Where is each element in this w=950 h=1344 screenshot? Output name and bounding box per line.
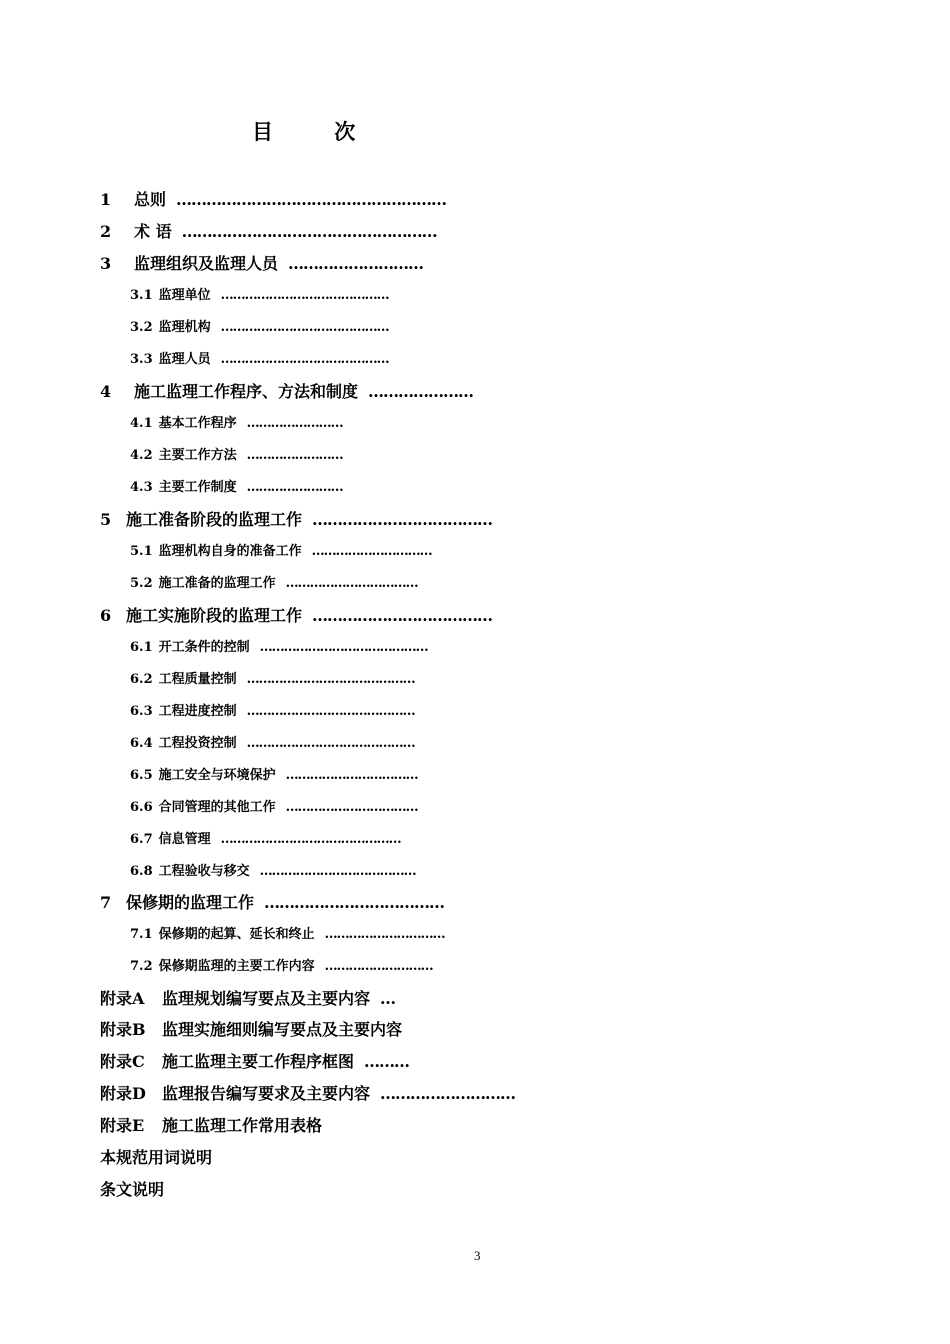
toc-item <box>130 540 432 559</box>
toc-item-number: 附录B <box>100 1020 146 1039</box>
toc-item-number: 6.4 <box>130 736 153 751</box>
toc-item-label: 信息管理 <box>158 832 211 847</box>
toc-item-label: 条文说明 <box>100 1180 165 1199</box>
toc-item-label: 施工监理主要工作程序框图 <box>162 1052 355 1071</box>
toc-item-label: 本规范用词说明 <box>100 1148 213 1167</box>
toc-item <box>130 764 418 783</box>
toc-item <box>100 1177 164 1200</box>
toc-item-number: 3.2 <box>130 320 153 335</box>
toc-item <box>100 1017 402 1040</box>
toc-item-leader-dots: …………………………… <box>285 768 418 783</box>
toc-item <box>130 923 445 942</box>
toc-item-leader-dots: …………………………………… <box>246 736 415 751</box>
toc-item-label: 术 语 <box>134 222 172 241</box>
toc-item <box>100 1049 409 1072</box>
toc-item <box>100 219 437 242</box>
toc-item <box>100 603 492 626</box>
toc-item-number: 1 <box>100 190 112 209</box>
toc-item <box>100 507 492 530</box>
toc-item-leader-dots: ………………………… <box>324 927 445 942</box>
toc-item-label: 监理规划编写要点及主要内容 <box>162 989 371 1008</box>
toc-item <box>100 1145 212 1168</box>
toc-item <box>100 187 446 210</box>
toc-item-label: 施工安全与环境保护 <box>158 768 276 783</box>
toc-item-label: 合同管理的其他工作 <box>158 800 276 815</box>
toc-item-label: 施工准备阶段的监理工作 <box>126 510 303 529</box>
toc-item <box>130 700 415 719</box>
toc-item-leader-dots: …………………………… <box>285 800 418 815</box>
toc-item-leader-dots: ………………… <box>368 382 474 401</box>
page-number: 3 <box>474 1248 481 1263</box>
toc-item <box>130 412 343 431</box>
toc-item-leader-dots: ………………………… <box>311 544 432 559</box>
toc-item-label: 施工监理工作常用表格 <box>162 1116 323 1135</box>
toc-item <box>100 379 473 402</box>
toc-item <box>130 444 343 463</box>
toc-item-leader-dots: ……………………… <box>324 959 433 974</box>
toc-item-label: 监理机构自身的准备工作 <box>158 544 302 559</box>
toc-item-number: 6.7 <box>130 832 153 847</box>
toc-item-label: 施工准备的监理工作 <box>158 576 276 591</box>
toc-item-leader-dots: … <box>380 989 396 1008</box>
toc-item-label: 工程投资控制 <box>158 736 237 751</box>
toc-item-label: 开工条件的控制 <box>158 640 250 655</box>
toc-item-label: 主要工作制度 <box>158 480 237 495</box>
toc-item-number: 4.1 <box>130 416 153 431</box>
toc-item <box>100 251 423 274</box>
toc-item-label: 总则 <box>134 190 167 209</box>
toc-item-leader-dots: ……… <box>364 1052 410 1071</box>
toc-item-label: 保修期监理的主要工作内容 <box>158 959 315 974</box>
toc-item-leader-dots: ……………………………………………… <box>176 190 447 209</box>
toc-item-leader-dots: …………………… <box>246 416 343 431</box>
toc-item <box>130 668 415 687</box>
toc-item <box>130 860 416 879</box>
toc-item-label: 监理报告编写要求及主要内容 <box>162 1084 371 1103</box>
toc-item-number: 5.2 <box>130 576 153 591</box>
toc-item-number: 6.8 <box>130 864 153 879</box>
toc-item-label: 监理机构 <box>158 320 211 335</box>
toc-item-leader-dots: …………………… <box>246 480 343 495</box>
toc-item-number: 附录E <box>100 1116 145 1135</box>
toc-item-label: 监理实施细则编写要点及主要内容 <box>162 1020 403 1039</box>
toc-item-label: 施工实施阶段的监理工作 <box>126 606 303 625</box>
toc-item-label: 工程验收与移交 <box>158 864 250 879</box>
toc-item-number: 3 <box>100 254 112 273</box>
toc-item-leader-dots: ……………………………………… <box>220 832 401 847</box>
toc-item-leader-dots: ……………………………… <box>312 606 493 625</box>
toc-item-number: 附录A <box>100 989 145 1008</box>
toc-item-label: 基本工作程序 <box>158 416 237 431</box>
toc-item-label: 主要工作方法 <box>158 448 237 463</box>
toc-item <box>130 732 415 751</box>
toc-item <box>100 986 395 1009</box>
toc-title: 目 次 <box>252 119 383 144</box>
toc-item-number: 6.5 <box>130 768 153 783</box>
toc-item-label: 工程进度控制 <box>158 704 237 719</box>
toc-item-number: 4 <box>100 382 112 401</box>
toc-item <box>130 316 389 335</box>
toc-item <box>100 890 444 913</box>
toc-item-leader-dots: …………………………………… <box>246 672 415 687</box>
toc-item-leader-dots: …………………………………… <box>220 352 389 367</box>
toc-item-leader-dots: …………………………………………… <box>181 222 437 241</box>
toc-item <box>130 955 433 974</box>
toc-item-number: 5 <box>100 510 112 529</box>
toc-item-number: 7.2 <box>130 959 153 974</box>
toc-item <box>130 636 428 655</box>
toc-item-leader-dots: …………………………… <box>285 576 418 591</box>
toc-item-leader-dots: …………………… <box>246 448 343 463</box>
toc-item-number: 6.6 <box>130 800 153 815</box>
toc-item-leader-dots: ……………………………… <box>264 893 445 912</box>
toc-item-label: 监理人员 <box>158 352 211 367</box>
toc-item-number: 6.2 <box>130 672 153 687</box>
toc-item <box>100 1113 322 1136</box>
toc-item-number: 6.1 <box>130 640 153 655</box>
toc-item-number: 4.3 <box>130 480 153 495</box>
toc-item-label: 工程质量控制 <box>158 672 237 687</box>
toc-item <box>130 348 389 367</box>
toc-item-label: 保修期的起算、延长和终止 <box>158 927 315 942</box>
toc-item-number: 2 <box>100 222 112 241</box>
toc-item-number: 6 <box>100 606 112 625</box>
toc-item-number: 6.3 <box>130 704 153 719</box>
toc-item-leader-dots: …………………………………… <box>220 288 389 303</box>
toc-item <box>130 476 343 495</box>
toc-item-leader-dots: …………………………………… <box>246 704 415 719</box>
toc-item-leader-dots: ……………………… <box>380 1084 516 1103</box>
toc-item-leader-dots: ……………………… <box>288 254 424 273</box>
toc-item-number: 4.2 <box>130 448 153 463</box>
toc-item-leader-dots: …………………………………… <box>220 320 389 335</box>
toc-item <box>130 572 418 591</box>
toc-item-number: 5.1 <box>130 544 153 559</box>
toc-item-number: 附录C <box>100 1052 145 1071</box>
toc-item <box>130 284 389 303</box>
toc-item-number: 7.1 <box>130 927 153 942</box>
toc-item-label: 施工监理工作程序、方法和制度 <box>134 382 359 401</box>
toc-item <box>100 1081 515 1104</box>
toc-item <box>130 828 401 847</box>
toc-item-label: 监理组织及监理人员 <box>134 254 279 273</box>
toc-item-leader-dots: …………………………………… <box>259 640 428 655</box>
toc-item-number: 7 <box>100 893 112 912</box>
toc-item-number: 3.1 <box>130 288 153 303</box>
toc-item-label: 监理单位 <box>158 288 211 303</box>
toc-item <box>130 796 418 815</box>
toc-item-number: 3.3 <box>130 352 153 367</box>
toc-item-leader-dots: ……………………………… <box>312 510 493 529</box>
toc-item-label: 保修期的监理工作 <box>126 893 255 912</box>
toc-item-leader-dots: ………………………………… <box>259 864 416 879</box>
toc-item-number: 附录D <box>100 1084 146 1103</box>
